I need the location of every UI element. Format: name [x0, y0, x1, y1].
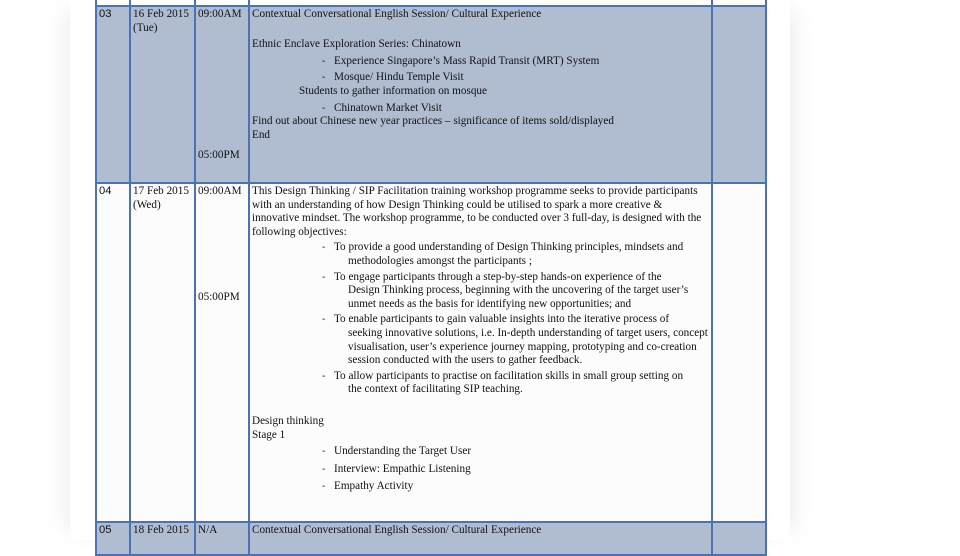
- end-time: 05:00PM: [198, 149, 240, 161]
- list-item: [252, 71, 709, 85]
- schedule-table: [95, 0, 767, 556]
- objective-text: To provide a good understanding of Design Thinking principles, mindsets and: [334, 241, 684, 254]
- table-row-day-05: [96, 522, 766, 555]
- end-text: End: [252, 128, 271, 141]
- table-row-day-04: [96, 183, 766, 522]
- remarks-cell: [712, 522, 766, 555]
- objective-text-continued: methodologies amongst the participants ;: [348, 254, 532, 267]
- objective-text: To engage participants through a step-by-step hands-on experience of the: [334, 270, 662, 283]
- bullet-dash-icon: -: [322, 271, 326, 283]
- stage-label: Stage 1: [252, 428, 286, 441]
- bullet-dash-icon: -: [322, 446, 326, 458]
- day-number-cell: [96, 6, 130, 183]
- list-item: [252, 55, 709, 69]
- start-time: 09:00AM: [198, 8, 242, 20]
- day-number: 04: [99, 185, 112, 197]
- bullet-dash-icon: -: [322, 72, 326, 84]
- date-cell: [130, 6, 195, 183]
- weekday-text: (Wed): [133, 198, 161, 211]
- day-number-cell: [96, 522, 130, 555]
- objective-item: [252, 271, 709, 312]
- date-text: 18 Feb 2015: [133, 524, 189, 536]
- bullet-dash-icon: -: [322, 481, 326, 493]
- find-out-text: Find out about Chinese new year practices – significance of items sold/displayed: [252, 115, 614, 128]
- day-number-cell: [96, 183, 130, 522]
- objective-text: To enable participants to gain valuable insights into the iterative process of: [334, 313, 670, 326]
- remarks-cell: [712, 183, 766, 522]
- activity-subtitle: Ethnic Enclave Exploration Series: Chinatown: [252, 38, 461, 51]
- date-text: 16 Feb 2015: [133, 8, 189, 20]
- stage-item: [252, 445, 709, 459]
- objective-text: To allow participants to practise on facilitation skills in small group setting on: [334, 369, 684, 382]
- stage-heading: Design thinking: [252, 414, 324, 427]
- table-row-day-03: [96, 6, 766, 183]
- date-text: 17 Feb 2015: [133, 185, 189, 197]
- objective-item: [252, 370, 709, 397]
- activity-cell: [249, 522, 712, 555]
- list-item-text: Mosque/ Hindu Temple Visit: [334, 71, 464, 84]
- weekday-text: (Tue): [133, 21, 158, 34]
- day-number: 03: [99, 8, 112, 20]
- activity-title: Contextual Conversational English Session/ Cultural Experience: [252, 524, 542, 536]
- note-text: Students to gather information on mosque: [299, 84, 487, 97]
- time-cell: [195, 6, 249, 183]
- bullet-dash-icon: -: [322, 314, 326, 326]
- stage-item: [252, 463, 709, 477]
- bullet-dash-icon: -: [322, 370, 326, 382]
- end-time: 05:00PM: [198, 291, 240, 303]
- list-item-text: Chinatown Market Visit: [334, 101, 442, 114]
- bullet-dash-icon: -: [322, 102, 326, 114]
- activity-cell: [249, 183, 712, 522]
- date-cell: [130, 522, 195, 555]
- list-item-text: Experience Singapore’s Mass Rapid Transit (MRT) System: [334, 54, 600, 67]
- stage-item-text: Empathy Activity: [334, 480, 414, 493]
- intro-paragraph: This Design Thinking / SIP Facilitation training workshop programme seeks to provide participants with an understanding of how Design Thinking could be utilised to spark a more creative & innovative mindset. The workshop programme, to be conducted over 3 full-day, is designed with the following objectives:: [252, 185, 702, 238]
- objective-text-continued: seeking innovative solutions, i.e. In-depth understanding of target users, concept visualisation, user’s experience journey mapping, prototyping and co-creation session conducted with the users to gather feedback.: [348, 326, 708, 367]
- start-time: N/A: [198, 524, 218, 536]
- objective-item: [252, 313, 709, 367]
- objective-item: [252, 241, 709, 268]
- bullet-dash-icon: -: [322, 463, 326, 475]
- time-cell: [195, 183, 249, 522]
- bullet-dash-icon: -: [322, 242, 326, 254]
- start-time: 09:00AM: [198, 185, 242, 197]
- objective-text-continued: Design Thinking process, beginning with the uncovering of the target user’s unmet needs as the basis for identifying new opportunities; and: [348, 284, 689, 310]
- date-cell: [130, 183, 195, 522]
- activity-title: Contextual Conversational English Session/ Cultural Experience: [252, 8, 542, 20]
- objective-text-continued: the context of facilitating SIP teaching.: [348, 383, 523, 396]
- day-number: 05: [99, 524, 112, 536]
- bullet-dash-icon: -: [322, 55, 326, 67]
- time-cell: [195, 522, 249, 555]
- stage-item-text: Understanding the Target User: [334, 445, 472, 458]
- remarks-cell: [712, 6, 766, 183]
- stage-item-text: Interview: Empathic Listening: [334, 462, 471, 475]
- list-item: [252, 102, 709, 116]
- stage-item: [252, 480, 709, 494]
- activity-cell: [249, 6, 712, 183]
